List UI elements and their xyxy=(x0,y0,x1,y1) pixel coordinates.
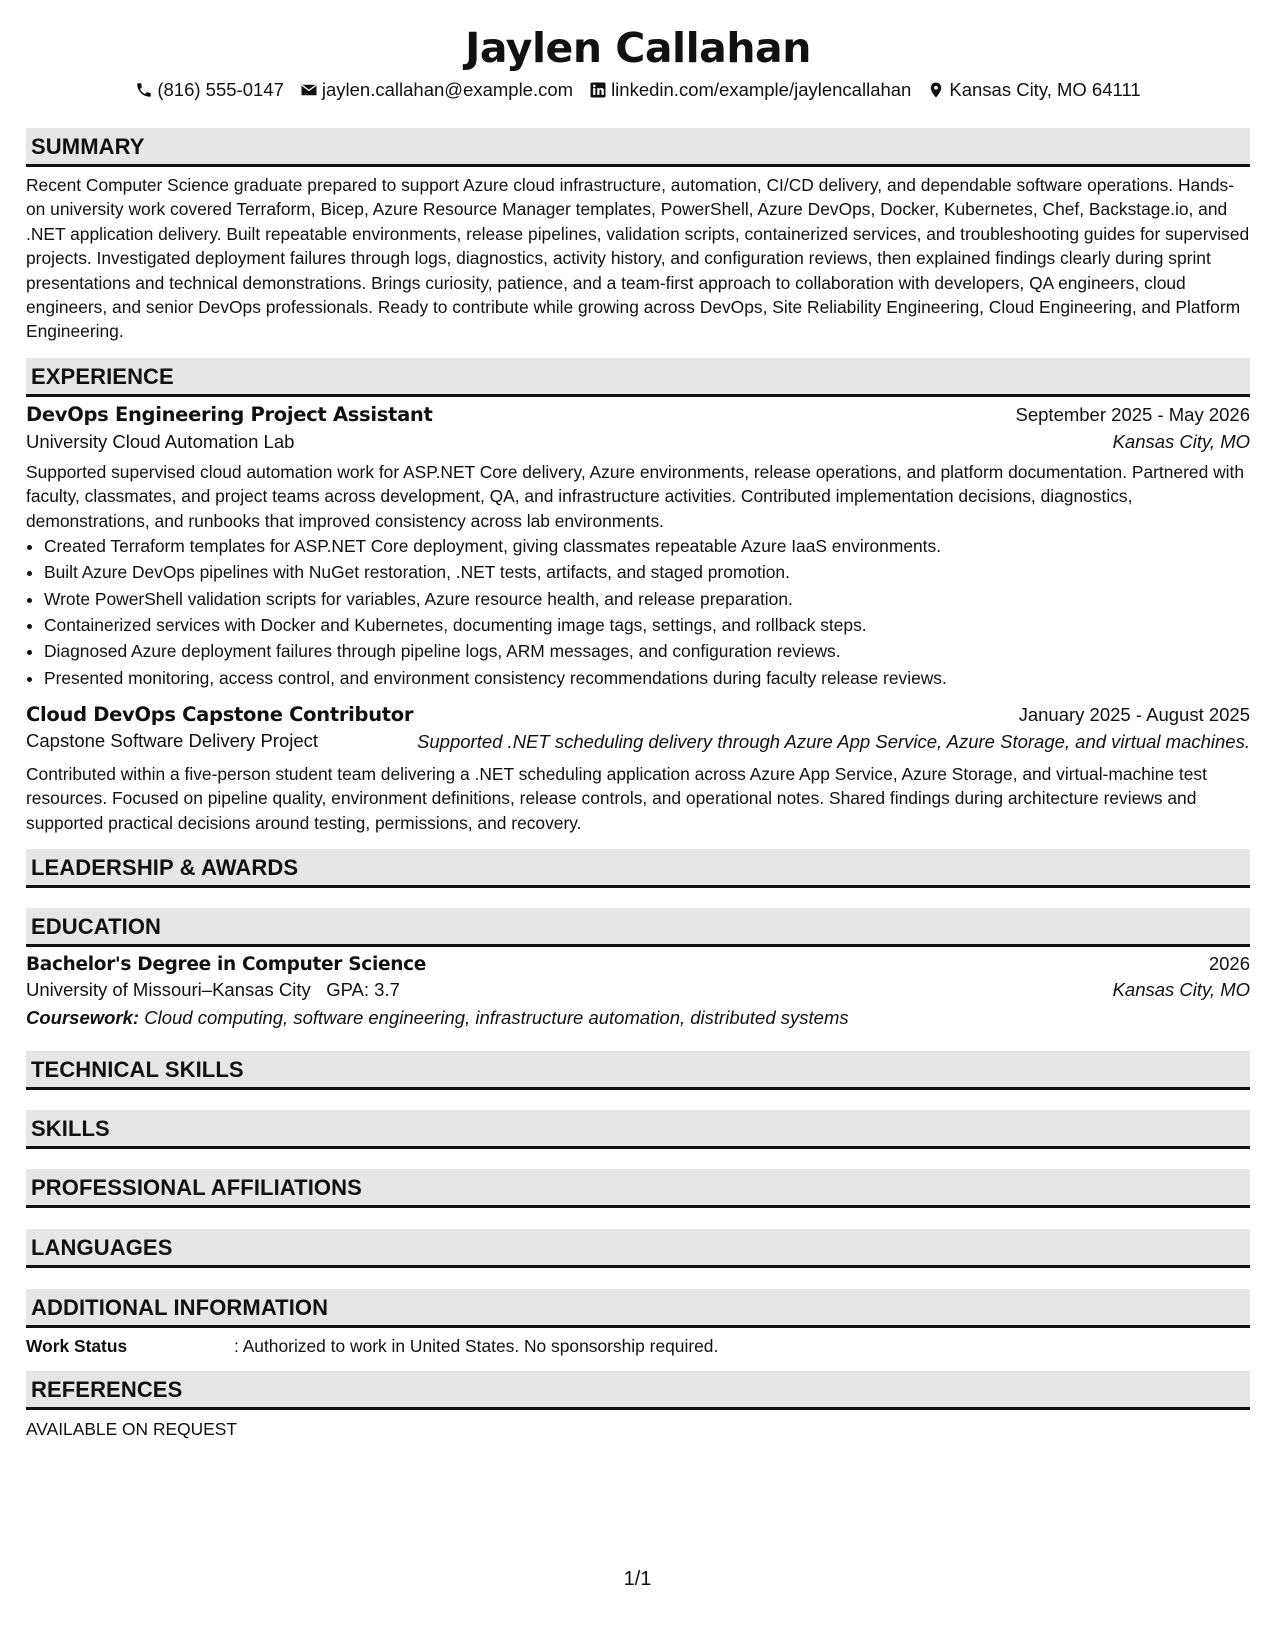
work-status-label: Work Status xyxy=(26,1336,128,1357)
map-pin-icon xyxy=(927,81,945,99)
school-line xyxy=(26,979,400,1001)
coursework-text: Cloud computing, software engineering, infrastructure automation, distributed systems xyxy=(144,1007,849,1029)
job-bullets xyxy=(26,533,1250,691)
job-header xyxy=(26,703,1250,726)
languages-heading: LANGUAGES xyxy=(26,1229,1250,1268)
job-tagline: Supported .NET scheduling delivery through Azure App Service, Azure Storage, and virtual machines. xyxy=(417,730,1250,752)
work-status-row xyxy=(26,1334,1250,1358)
candidate-name: Jaylen Callahan xyxy=(465,24,811,72)
contact-phone xyxy=(135,78,284,102)
education-subheader xyxy=(26,979,1250,1001)
gpa: GPA: 3.7 xyxy=(326,979,400,1001)
job-description: Contributed within a five-person student team delivering a .NET scheduling application across Azure App Service, Azure Storage, and virtual-machine test resources. Focused on pipeline quality, environment definitions, release controls, and operational notes. Shared findings during architecture reviews and supported practical decisions around testing, permissions, and recovery. xyxy=(26,763,1207,833)
job-entry xyxy=(26,403,1250,691)
experience-heading: EXPERIENCE xyxy=(26,358,1250,397)
job-dates: January 2025 - August 2025 xyxy=(1018,703,1250,725)
summary-text: Recent Computer Science graduate prepared to support Azure cloud infrastructure, automation, CI/CD delivery, and dependable software operations. Hands-on university work covered Terraform, Bicep, Azure Resource Manager templates, PowerShell, Azure DevOps, Docker, Kubernetes, Chef, Backstage.io, and .NET application delivery. Built repeatable environments, release pipelines, validation scripts, containerized services, and troubleshooting guides for supervised projects. Investigated deployment failures through logs, diagnostics, activity history, and configuration reviews, then explained findings clearly during sprint presentations and technical demonstrations. Brings curiosity, patience, and a team-first approach to collaboration with developers, QA engineers, cloud engineers, and senior DevOps professionals. Ready to contribute while growing across DevOps, Site Reliability Engineering, Cloud Engineering, and Platform Engineering. xyxy=(26,175,1250,342)
technical-skills-section xyxy=(26,1051,1250,1090)
skills-heading: SKILLS xyxy=(26,1110,1250,1149)
summary-section xyxy=(26,128,1250,344)
leadership-heading: LEADERSHIP & AWARDS xyxy=(26,849,1250,888)
education-heading: EDUCATION xyxy=(26,908,1250,947)
job-org: University Cloud Automation Lab xyxy=(26,430,295,452)
linkedin-icon xyxy=(589,81,607,99)
envelope-icon xyxy=(300,81,318,99)
school-location: Kansas City, MO xyxy=(1112,979,1250,1001)
job-header xyxy=(26,403,1250,426)
phone-icon xyxy=(135,81,153,99)
contact-email[interactable] xyxy=(300,78,573,102)
page-number: 1/1 xyxy=(623,1568,652,1590)
references-section xyxy=(26,1371,1250,1440)
references-text: AVAILABLE ON REQUEST xyxy=(26,1419,238,1440)
job-title: Cloud DevOps Capstone Contributor xyxy=(26,702,414,726)
resume-content xyxy=(26,22,1250,1440)
contact-linkedin[interactable] xyxy=(589,78,911,102)
job-title: DevOps Engineering Project Assistant xyxy=(26,402,433,426)
job-bullet: • Presented monitoring, access control, and environment consistency recommendations during faculty release reviews. xyxy=(44,665,1250,691)
languages-section xyxy=(26,1229,1250,1268)
coursework-label: Coursework: xyxy=(26,1007,140,1029)
phone-text: (816) 555-0147 xyxy=(157,79,284,100)
job-entry xyxy=(26,703,1250,835)
job-location: Kansas City, MO xyxy=(1112,430,1250,452)
linkedin-text[interactable]: linkedin.com/example/jaylencallahan xyxy=(611,79,912,100)
job-bullet: • Wrote PowerShell validation scripts for variables, Azure resource health, and release preparation. xyxy=(44,586,1250,612)
job-subheader xyxy=(26,431,1250,453)
references-heading: REFERENCES xyxy=(26,1371,1250,1410)
job-bullet: • Diagnosed Azure deployment failures through pipeline logs, ARM messages, and configuration reviews. xyxy=(44,638,1250,664)
experience-section xyxy=(26,358,1250,835)
contact-location xyxy=(927,78,1140,102)
job-bullet: • Built Azure DevOps pipelines with NuGet restoration, .NET tests, artifacts, and staged promotion. xyxy=(44,559,1250,585)
education-header xyxy=(26,953,1250,975)
job-description: Supported supervised cloud automation work for ASP.NET Core delivery, Azure environments, release operations, and platform documentation. Partnered with faculty, classmates, and project teams across development, QA, and infrastructure activities. Contributed implementation decisions, diagnostics, demonstrations, and runbooks that improved consistency across lab environments. xyxy=(26,461,1245,531)
education-section xyxy=(26,908,1250,1029)
email-text[interactable]: jaylen.callahan@example.com xyxy=(321,79,574,100)
school-name: University of Missouri–Kansas City xyxy=(26,979,311,1001)
job-bullet: • Created Terraform templates for ASP.NET Core deployment, giving classmates repeatable Azure IaaS environments. xyxy=(44,533,1250,559)
additional-info-section xyxy=(26,1289,1250,1358)
job-org: Capstone Software Delivery Project xyxy=(26,729,319,751)
degree: Bachelor's Degree in Computer Science xyxy=(26,954,427,976)
job-bullet: • Containerized services with Docker and Kubernetes, documenting image tags, settings, and rollback steps. xyxy=(44,612,1250,638)
skills-section xyxy=(26,1110,1250,1149)
technical-skills-heading: TECHNICAL SKILLS xyxy=(26,1051,1250,1090)
job-subheader xyxy=(26,730,1250,754)
additional-info-heading: ADDITIONAL INFORMATION xyxy=(26,1289,1250,1328)
leadership-section xyxy=(26,849,1250,888)
graduation-year: 2026 xyxy=(1208,953,1250,975)
affiliations-heading: PROFESSIONAL AFFILIATIONS xyxy=(26,1169,1250,1208)
affiliations-section xyxy=(26,1169,1250,1208)
job-dates: September 2025 - May 2026 xyxy=(1015,403,1250,425)
work-status-value: : Authorized to work in United States. No sponsorship required. xyxy=(234,1336,719,1357)
contact-bar xyxy=(26,78,1250,102)
coursework-line xyxy=(26,1007,1250,1029)
summary-heading: SUMMARY xyxy=(26,128,1250,167)
location-text: Kansas City, MO 64111 xyxy=(949,79,1141,100)
